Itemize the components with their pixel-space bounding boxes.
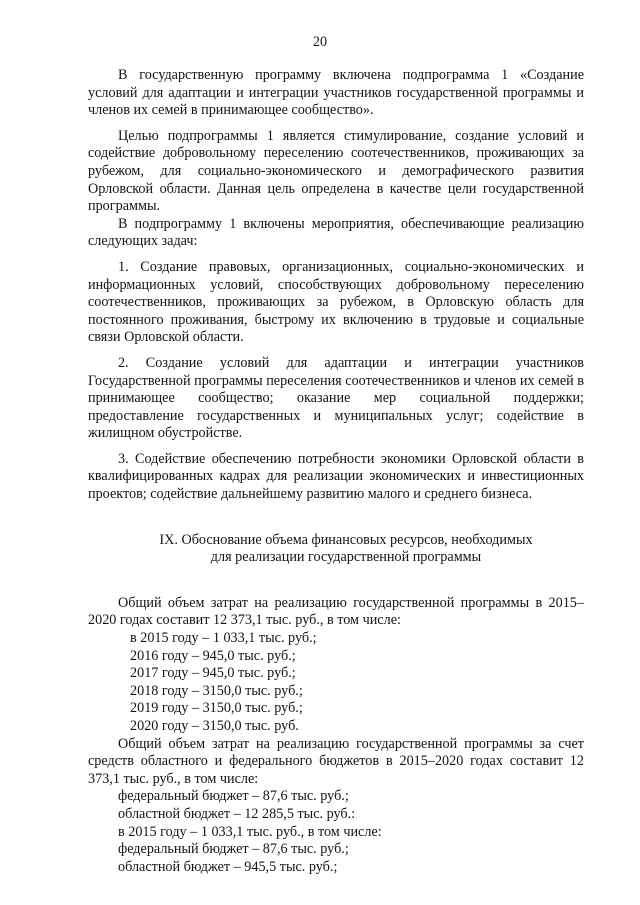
paragraph-total-cost: Общий объем затрат на реализацию государственной программы в 2015–2020 годах составит 12 373,1 тыс. руб., в том числе: xyxy=(88,594,584,629)
year-line: 2019 году – 3150,0 тыс. руб.; xyxy=(130,700,303,717)
paragraph-tasks-intro: В подпрограмму 1 включены мероприятия, обеспечивающие реализацию следующих задач: xyxy=(88,215,584,250)
section-title-line-1: IX. Обоснование объема финансовых ресурсов, необходимых xyxy=(159,531,533,548)
budget-line: областной бюджет – 12 285,5 тыс. руб.: xyxy=(118,805,356,822)
year-line: 2017 году – 945,0 тыс. руб.; xyxy=(130,665,296,682)
budget-line: федеральный бюджет – 87,6 тыс. руб.; xyxy=(118,841,349,858)
paragraph-budget-cost: Общий объем затрат на реализацию государственной программы за счет средств областного и федерального бюджетов в 2015–2020 годах составит 12 373,1 тыс. руб., в том числе: xyxy=(88,735,584,787)
section-heading xyxy=(88,532,584,567)
paragraph-subprogram-included: В государственную программу включена подпрограмма 1 «Создание условий для адаптации и интеграции участников государственной программы и членов их семей в принимающее сообщество». xyxy=(88,67,584,119)
task-item-3: 3. Содействие обеспечению потребности экономики Орловской области в квалифицированных кадрах для реализации экономических и инвестиционных проектов; содействие дальнейшему развитию малого и среднего бизнеса. xyxy=(88,450,584,503)
section-title-line-2: для реализации государственной программы xyxy=(210,549,482,566)
year-line: 2016 году – 945,0 тыс. руб.; xyxy=(130,647,296,664)
page-content xyxy=(88,67,584,876)
year-line: 2018 году – 3150,0 тыс. руб.; xyxy=(130,682,303,699)
budget-line: областной бюджет – 945,5 тыс. руб.; xyxy=(118,858,338,875)
budget-line: федеральный бюджет – 87,6 тыс. руб.; xyxy=(118,788,349,805)
year-list xyxy=(88,630,584,736)
page-number: 20 xyxy=(312,34,328,50)
budget-list xyxy=(88,788,584,876)
paragraph-subprogram-goal: Целью подпрограммы 1 является стимулирование, создание условий и содействие добровольному переселению соотечественников, проживающих за рубежом, для социально-экономического и демографического развития Орловской области. Данная цель определена в качестве цели государственной программы. xyxy=(88,127,584,215)
budget-line: в 2015 году – 1 033,1 тыс. руб., в том числе: xyxy=(118,823,382,840)
year-line: в 2015 году – 1 033,1 тыс. руб.; xyxy=(130,630,317,647)
task-item-2: 2. Создание условий для адаптации и интеграции участников Государственной программы переселения соотечественников и членов их семей в принимающее сообщество; оказание мер социальной поддержки; предоставление государственных и муниципальных услуг; содействие в жилищном обустройстве. xyxy=(88,354,584,442)
year-line: 2020 году – 3150,0 тыс. руб. xyxy=(130,718,299,734)
task-item-1: 1. Создание правовых, организационных, социально-экономических и информационных условий, способствующих добровольному переселению соотечественников, проживающих за рубежом, в Орловскую область для постоянного проживания, быстрому их включению в трудовые и социальные связи Орловской области. xyxy=(88,258,584,346)
